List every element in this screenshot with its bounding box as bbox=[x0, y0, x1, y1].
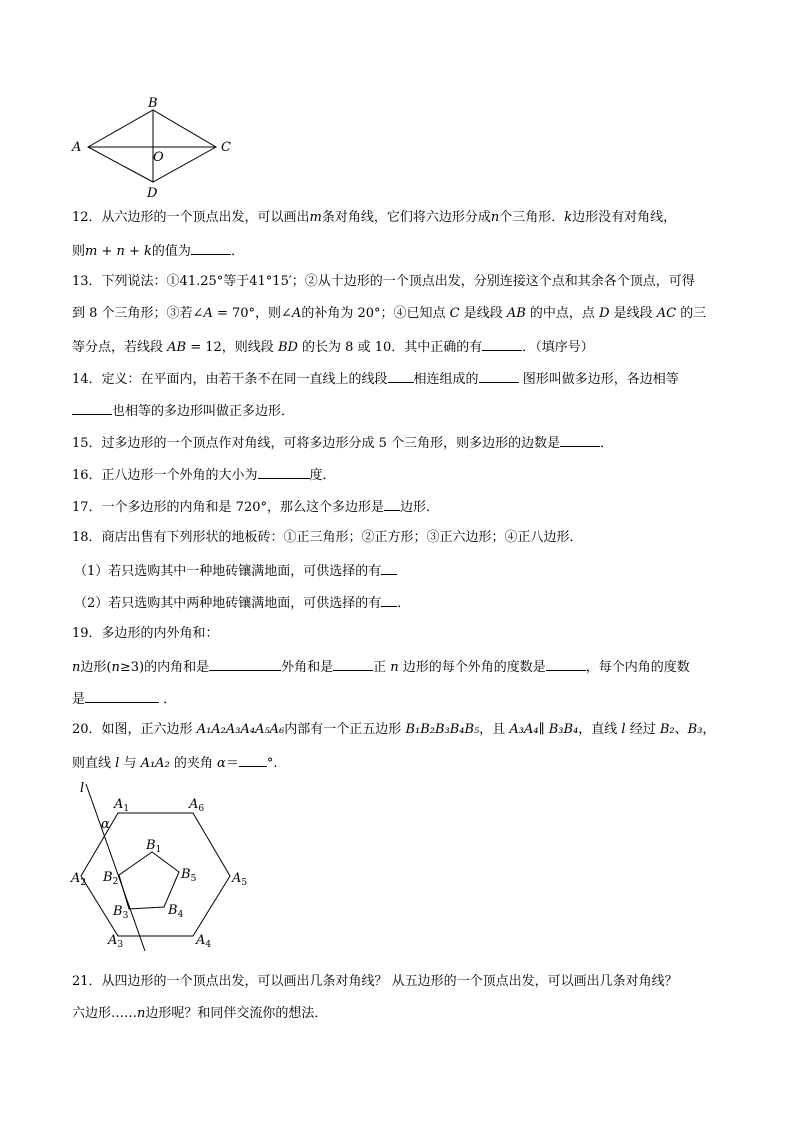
q12-text: 12．从六边形的一个顶点出发，可以画出 bbox=[72, 210, 310, 225]
answer-blank[interactable] bbox=[258, 466, 310, 479]
q12-text: 个三角形． bbox=[499, 210, 565, 225]
q19-text: 边形的每个外角的度数是 bbox=[398, 660, 546, 675]
q16-line1 bbox=[72, 466, 336, 484]
rhombus-figure bbox=[66, 92, 246, 204]
q17-text: 17．一个多边形的内角和是 720°，那么这个多边形是 bbox=[72, 500, 384, 515]
answer-blank[interactable] bbox=[72, 402, 112, 415]
answer-blank[interactable] bbox=[191, 242, 231, 255]
q13-text: 的长为 8 或 10．其中正确的有 bbox=[297, 340, 483, 355]
label-o: O bbox=[153, 150, 164, 165]
q19-line2 bbox=[72, 658, 690, 676]
answer-blank[interactable] bbox=[384, 498, 400, 511]
q13-text: ．（填序号） bbox=[522, 340, 594, 355]
point-b2: B₂ bbox=[659, 722, 675, 737]
var-n: n bbox=[390, 660, 399, 675]
q14-text: 14．定义：在平面内，由若干条不在同一直线上的线段 bbox=[72, 372, 388, 387]
q16-text: 度． bbox=[309, 468, 336, 483]
q14-text: 相连组成的 bbox=[413, 372, 479, 387]
q18-text: （1）若只选购其中一种地砖镶满地面，可供选择的有 bbox=[74, 564, 382, 579]
label-a4: $A_4$ bbox=[196, 933, 212, 950]
var-alpha: α bbox=[217, 756, 226, 771]
answer-blank[interactable] bbox=[546, 658, 586, 671]
q13-text: = 12，则线段 bbox=[186, 340, 278, 355]
q21-line1 bbox=[72, 974, 678, 990]
q19-text: 边形( bbox=[80, 660, 112, 675]
q13-text: 的三 bbox=[676, 306, 707, 321]
q17-line1 bbox=[72, 498, 439, 516]
segment-a3a4: A₃A₄ bbox=[509, 722, 539, 737]
answer-blank[interactable] bbox=[388, 370, 414, 383]
label-c: C bbox=[221, 140, 231, 155]
answer-blank[interactable] bbox=[333, 658, 373, 671]
label-a3: $A_3$ bbox=[108, 933, 124, 950]
label-a1: $A_1$ bbox=[114, 797, 130, 814]
answer-blank[interactable] bbox=[85, 690, 159, 703]
var-ab: AB bbox=[167, 340, 187, 355]
pentagon-outline bbox=[119, 852, 179, 909]
q20-text: ，直线 bbox=[578, 722, 622, 737]
q12-text: 条对角线，它们将六边形分成 bbox=[321, 210, 491, 225]
q18-line1 bbox=[72, 530, 583, 546]
var-ab: AB bbox=[506, 306, 526, 321]
q19-text: 正 bbox=[373, 660, 391, 675]
segment-a1a2: A₁A₂ bbox=[140, 756, 170, 771]
q12-line2 bbox=[72, 242, 244, 260]
answer-blank[interactable] bbox=[381, 562, 397, 575]
q13-text: 是线段 bbox=[459, 306, 507, 321]
var-n: n bbox=[111, 660, 120, 675]
answer-blank[interactable] bbox=[239, 754, 267, 767]
q16-text: 16．正八边形一个外角的大小为 bbox=[72, 468, 258, 483]
hexagon-pentagon-figure bbox=[66, 778, 266, 954]
var-m: m bbox=[309, 210, 322, 225]
q20-text: °. bbox=[266, 756, 278, 771]
q14-text: 也相等的多边形叫做正多边形． bbox=[112, 404, 295, 419]
q20-text: ， bbox=[702, 722, 716, 737]
q13-line3 bbox=[72, 338, 594, 356]
label-a6: $A_6$ bbox=[189, 797, 205, 814]
q19-text: ． bbox=[159, 692, 177, 707]
point-b3: B₃ bbox=[687, 722, 703, 737]
q21-text: 边形呢？和同伴交流你的想法． bbox=[145, 1006, 328, 1021]
label-a: A bbox=[72, 140, 82, 155]
label-b: B bbox=[148, 96, 158, 111]
q20-text: 内部有一个正五边形 bbox=[284, 722, 406, 737]
q15-line1 bbox=[72, 434, 613, 452]
var-c: C bbox=[449, 306, 460, 321]
q18-text: ． bbox=[397, 596, 411, 611]
q17-text: 边形． bbox=[400, 500, 440, 515]
q12-text: 则 bbox=[72, 244, 86, 259]
q14-line2 bbox=[72, 402, 294, 420]
answer-blank[interactable] bbox=[479, 370, 519, 383]
q21-text: 六边形…… bbox=[72, 1006, 138, 1021]
label-b1: $B_1$ bbox=[146, 838, 162, 855]
q13-text: 等分点，若线段 bbox=[72, 340, 168, 355]
pentagon-name: B₁B₂B₃B₄B₅ bbox=[405, 722, 480, 737]
q20-line2 bbox=[72, 754, 277, 772]
q13-text: = 70°，则∠ bbox=[212, 306, 292, 321]
var-a: A bbox=[291, 306, 302, 321]
q14-line1 bbox=[72, 370, 679, 388]
q20-text: 、 bbox=[674, 722, 688, 737]
label-b2: $B_2$ bbox=[103, 870, 119, 887]
q15-text: 15．过多边形的一个顶点作对角线，可将多边形分成 5 个三角形，则多边形的边数是 bbox=[72, 436, 561, 451]
q13-line2 bbox=[72, 306, 706, 322]
hexagon-name: A₁A₂A₃A₄A₅A₆ bbox=[196, 722, 285, 737]
q20-text: ＝ bbox=[225, 756, 239, 771]
q20-text: ∥ bbox=[538, 722, 549, 737]
answer-blank[interactable] bbox=[209, 658, 281, 671]
segment-b3b4: B₃B₄ bbox=[548, 722, 579, 737]
q19-text: ，每个内角的度数 bbox=[585, 660, 690, 675]
var-n: n bbox=[137, 1006, 146, 1021]
q18-line3 bbox=[74, 594, 410, 612]
q14-text: 图形叫做多边形，各边相等 bbox=[518, 372, 679, 387]
q19-text: 外角和是 bbox=[281, 660, 334, 675]
label-a5: $A_5$ bbox=[232, 871, 248, 888]
var-n: n bbox=[490, 210, 500, 225]
q20-text: 则直线 bbox=[72, 756, 116, 771]
rhombus-outline bbox=[88, 110, 216, 182]
answer-blank[interactable] bbox=[560, 434, 600, 447]
q13-text: 的中点，点 bbox=[525, 306, 600, 321]
q20-text: ，且 bbox=[479, 722, 510, 737]
q20-text: 经过 bbox=[625, 722, 660, 737]
q20-line1 bbox=[72, 722, 715, 738]
label-b4: $B_4$ bbox=[168, 903, 184, 920]
q12-text: ． bbox=[230, 244, 244, 259]
q20-text: 的夹角 bbox=[169, 756, 218, 771]
q12-line1 bbox=[72, 210, 676, 226]
q19-line1 bbox=[72, 626, 219, 642]
q15-text: ． bbox=[600, 436, 614, 451]
q18-text: 18．商店出售有下列形状的地板砖：①正三角形；②正方形；③正六边形；④正八边形． bbox=[72, 530, 583, 545]
label-a2: $A_2$ bbox=[71, 871, 87, 888]
expr-mnk: m + n + k bbox=[85, 244, 152, 259]
var-n: n bbox=[72, 660, 81, 675]
q13-line1 bbox=[72, 274, 695, 290]
q19-text: 19．多边形的内外角和： bbox=[72, 626, 219, 641]
label-alpha: α bbox=[101, 817, 110, 832]
q12-text: 边形没有对角线， bbox=[572, 210, 677, 225]
q13-text: 是线段 bbox=[609, 306, 657, 321]
q13-text: 的补角为 20°；④已知点 bbox=[301, 306, 450, 321]
var-bd: BD bbox=[277, 340, 298, 355]
q18-text: （2）若只选购其中两种地砖镶满地面，可供选择的有 bbox=[74, 596, 382, 611]
q13-text: 13．下列说法：①41.25°等于41°15′；②从十边形的一个顶点出发，分别连接这个点和其余各个顶点，可得 bbox=[72, 274, 695, 289]
q20-text: 与 bbox=[119, 756, 141, 771]
q18-line2 bbox=[74, 562, 397, 580]
q13-text: 到 8 个三角形；③若∠ bbox=[72, 306, 204, 321]
q20-text: 20．如图，正六边形 bbox=[72, 722, 197, 737]
q21-line2 bbox=[72, 1006, 327, 1022]
var-l: l bbox=[621, 722, 626, 737]
label-b3: $B_3$ bbox=[113, 904, 129, 921]
q12-text: 的值为 bbox=[151, 244, 191, 259]
var-k: k bbox=[564, 210, 573, 225]
answer-blank[interactable] bbox=[482, 338, 522, 351]
q21-text: 21．从四边形的一个顶点出发，可以画出几条对角线？ 从五边形的一个顶点出发，可以画出几条对角线？ bbox=[72, 974, 678, 989]
q19-text: ≥3)的内角和是 bbox=[119, 660, 210, 675]
answer-blank[interactable] bbox=[381, 594, 397, 607]
q19-text: 是 bbox=[72, 692, 86, 707]
var-a: A bbox=[203, 306, 213, 321]
var-l: l bbox=[115, 756, 120, 771]
label-d: D bbox=[147, 186, 158, 201]
var-d: D bbox=[599, 306, 610, 321]
label-b5: $B_5$ bbox=[181, 867, 197, 884]
q19-line3 bbox=[72, 690, 176, 708]
var-ac: AC bbox=[656, 306, 677, 321]
label-l: l bbox=[80, 781, 85, 796]
